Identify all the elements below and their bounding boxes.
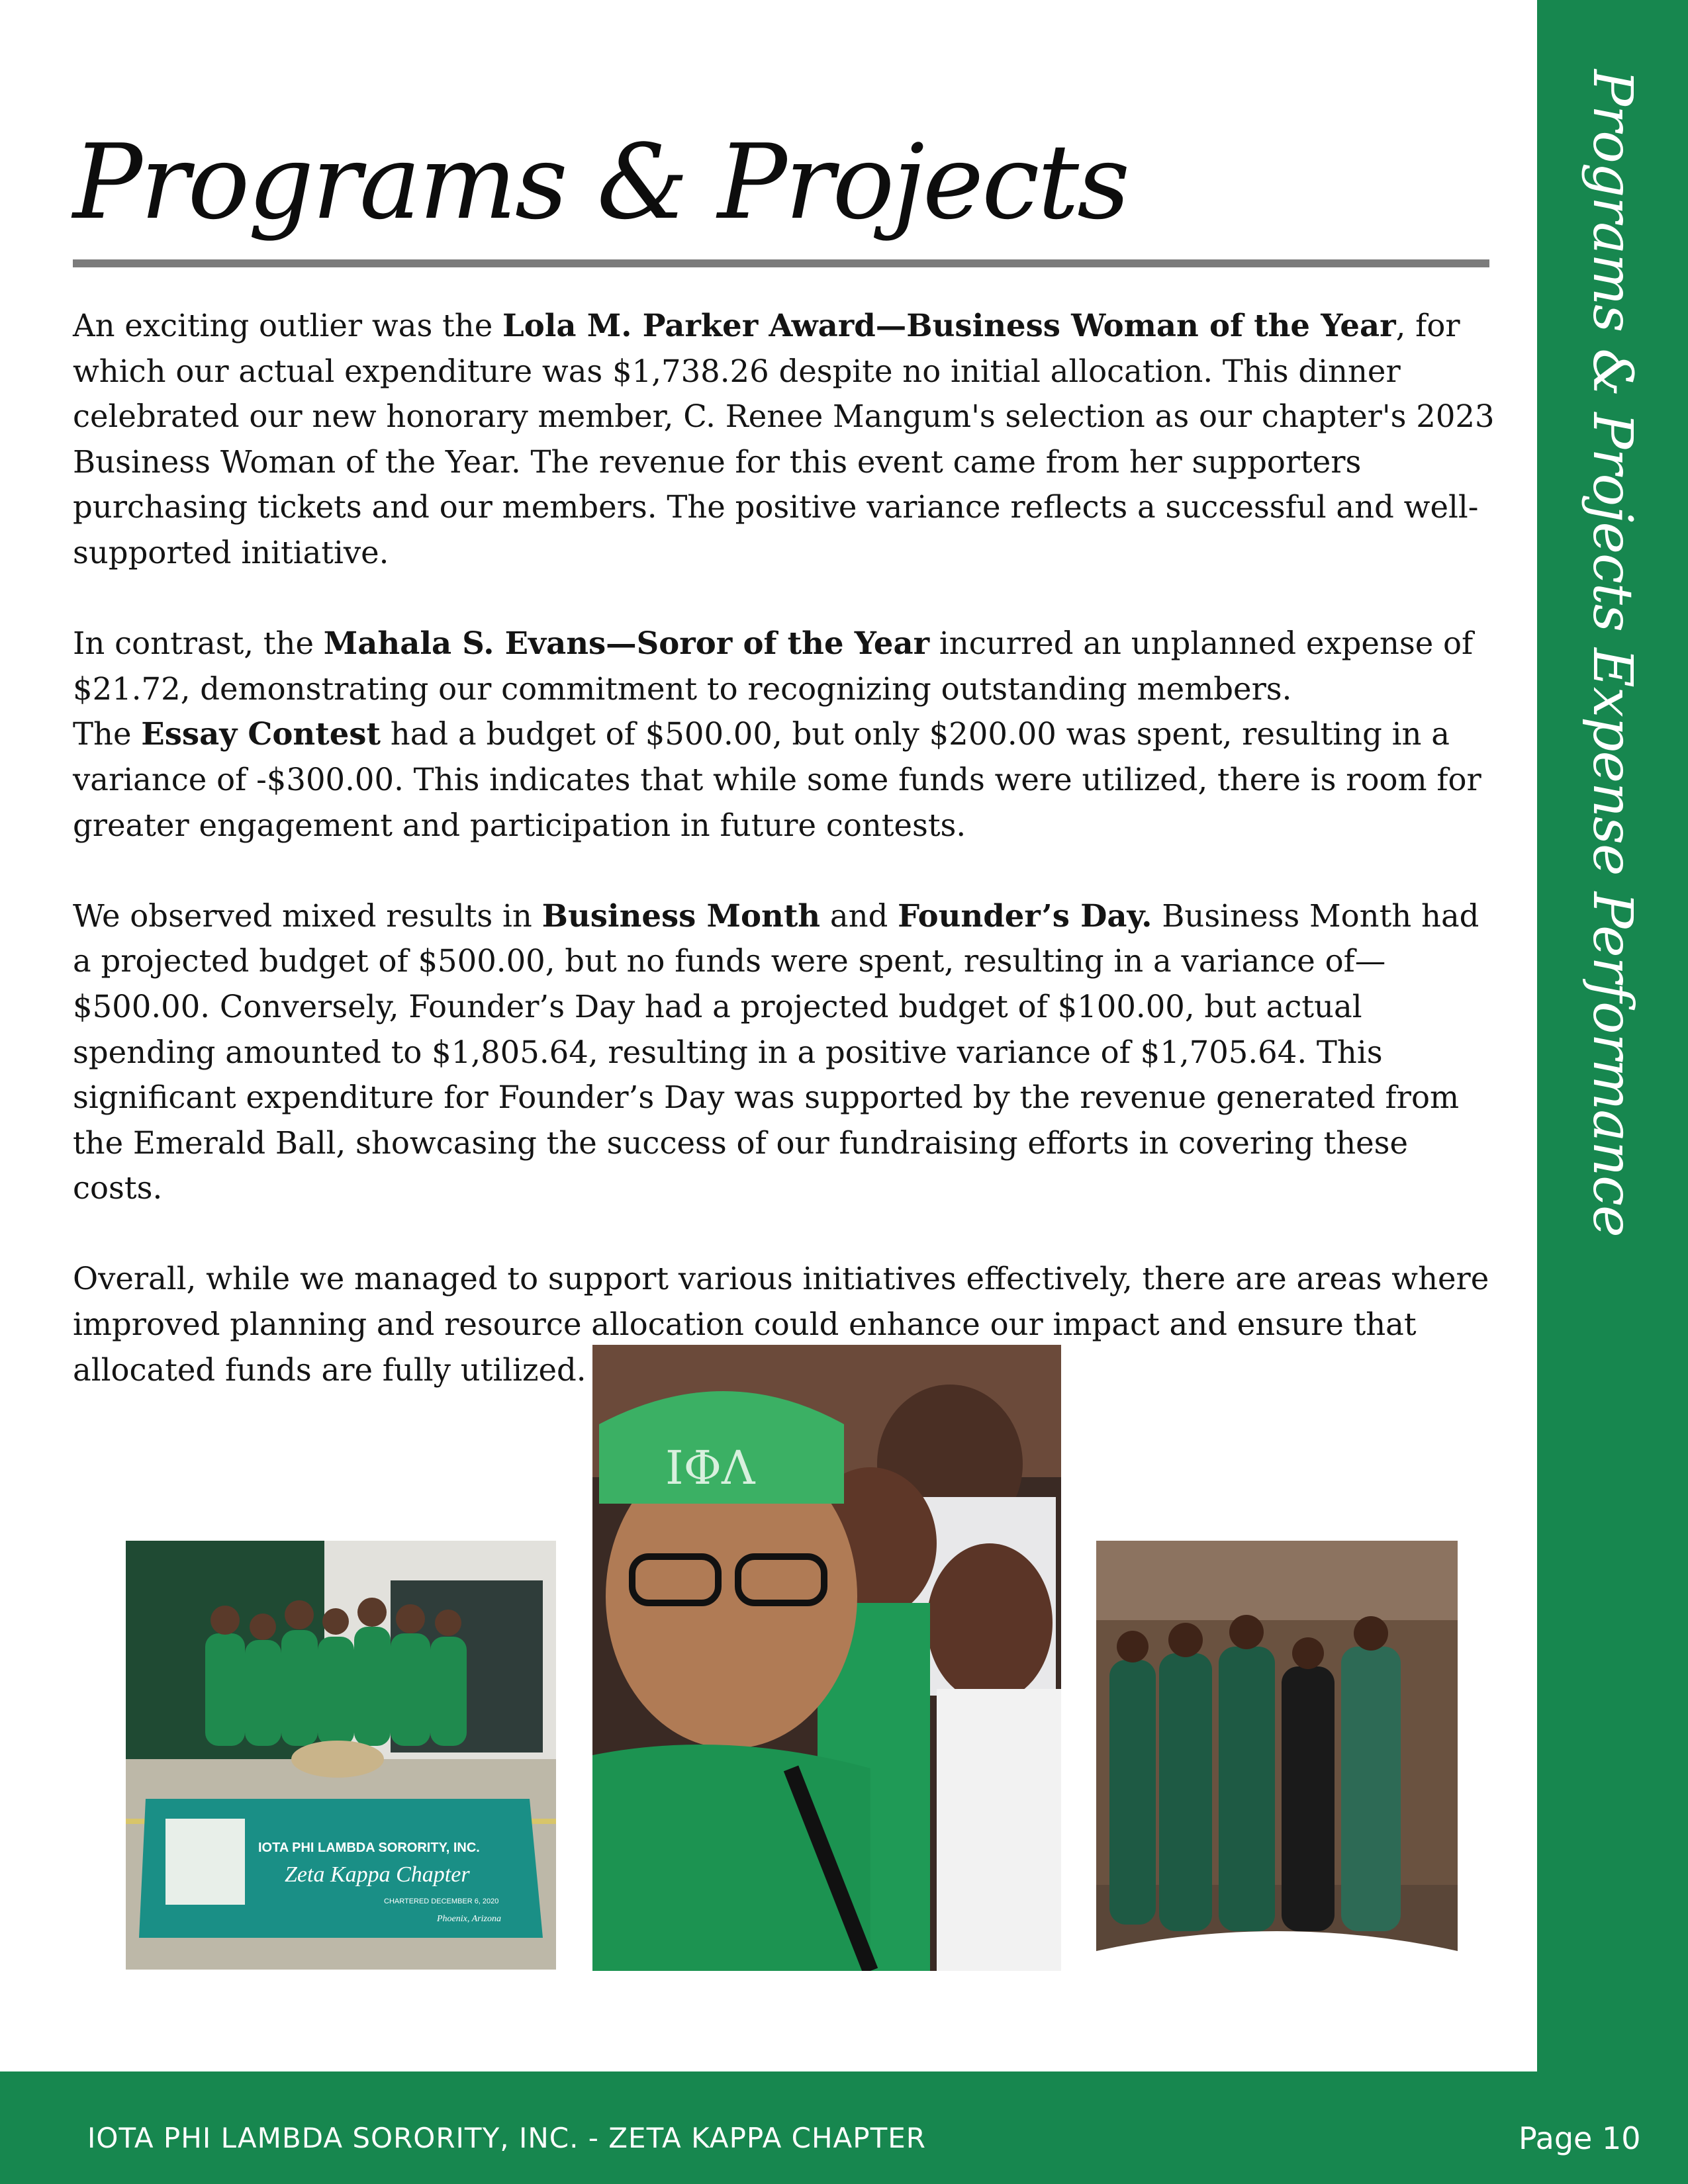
paragraph-gap — [73, 1211, 1499, 1257]
paragraph-mahala-evans: In contrast, the Mahala S. Evans—Soror of the Year incurred an unplanned expense of $21.72, demonstrating our commitment to recognizing outstanding members. — [73, 625, 1474, 707]
paragraph-gap — [73, 848, 1499, 893]
title-divider — [73, 259, 1489, 267]
side-title: Programs & Projects Expense Performance — [1581, 69, 1644, 1237]
photo-gala-group — [1096, 1541, 1458, 1970]
photo-gala-group-image — [1096, 1541, 1458, 1970]
footer-page-number: Page 10 — [1519, 2120, 1641, 2156]
bold-business-month: Business Month — [541, 897, 821, 934]
cap-letters: ΙΦΛ — [665, 1441, 755, 1495]
paragraph-business-month-founders-day: We observed mixed results in Business Month and Founder’s Day. Business Month had a projected budget of $500.00, but no funds were spent, resulting in a variance of—$500.00. Conversely, Founder’s Day had a projected budget of $100.00, but actual spending amounted to $1,805.64, resulting in a positive variance of $1,705.64. This significant expenditure for Founder’s Day was supported by the revenue generated from the Emerald Ball, showcasing the success of our fundraising efforts in covering these costs. — [73, 897, 1479, 1206]
paragraph-essay-contest: The Essay Contest had a budget of $500.00, but only $200.00 was spent, resulting in a variance of -$300.00. This indicates that while some funds were utilized, there is room for greater engagement and participation in future contests. — [73, 715, 1481, 843]
banner-title: IOTA PHI LAMBDA SORORITY, INC. — [258, 1841, 480, 1855]
side-band — [1537, 0, 1688, 2071]
bold-lola-parker-award: Lola M. Parker Award—Business Woman of the Year — [502, 307, 1396, 343]
photo-selfie — [592, 1345, 1061, 1971]
bold-essay-contest: Essay Contest — [141, 715, 381, 752]
paragraph-lola-parker-award: An exciting outlier was the Lola M. Parker Award—Business Woman of the Year, for which our actual expenditure was $1,738.26 despite no initial allocation. This dinner celebrated our new honorary member, C. Renee Mangum's selection as our chapter's 2023 Business Woman of the Year. The revenue for this event came from her supporters purchasing tickets and our members. The positive variance reflects a successful and well-supported initiative. — [73, 307, 1495, 570]
bold-mahala-evans: Mahala S. Evans—Soror of the Year — [323, 625, 930, 662]
photo-chapter-table-image — [126, 1541, 556, 1970]
footer-org-name: IOTA PHI LAMBDA SORORITY, INC. - ZETA KAPPA CHAPTER — [87, 2122, 926, 2154]
paragraph-overall: Overall, while we managed to support various initiatives effectively, there are areas where improved planning and resource allocation could enhance our impact and ensure that allocated funds are fully utilized. — [73, 1261, 1489, 1388]
photo-selfie-image — [592, 1345, 1061, 1971]
banner-chartered: CHARTERED DECEMBER 6, 2020 — [384, 1897, 499, 1905]
page-title: Programs & Projects — [73, 122, 1129, 242]
photo-chapter-table — [126, 1541, 556, 1970]
body-text — [73, 303, 1499, 1392]
bold-founders-day: Founder’s Day. — [898, 897, 1152, 934]
banner-script: Zeta Kappa Chapter — [285, 1862, 470, 1887]
paragraph-gap — [73, 576, 1499, 621]
banner-city: Phoenix, Arizona — [437, 1914, 501, 1924]
